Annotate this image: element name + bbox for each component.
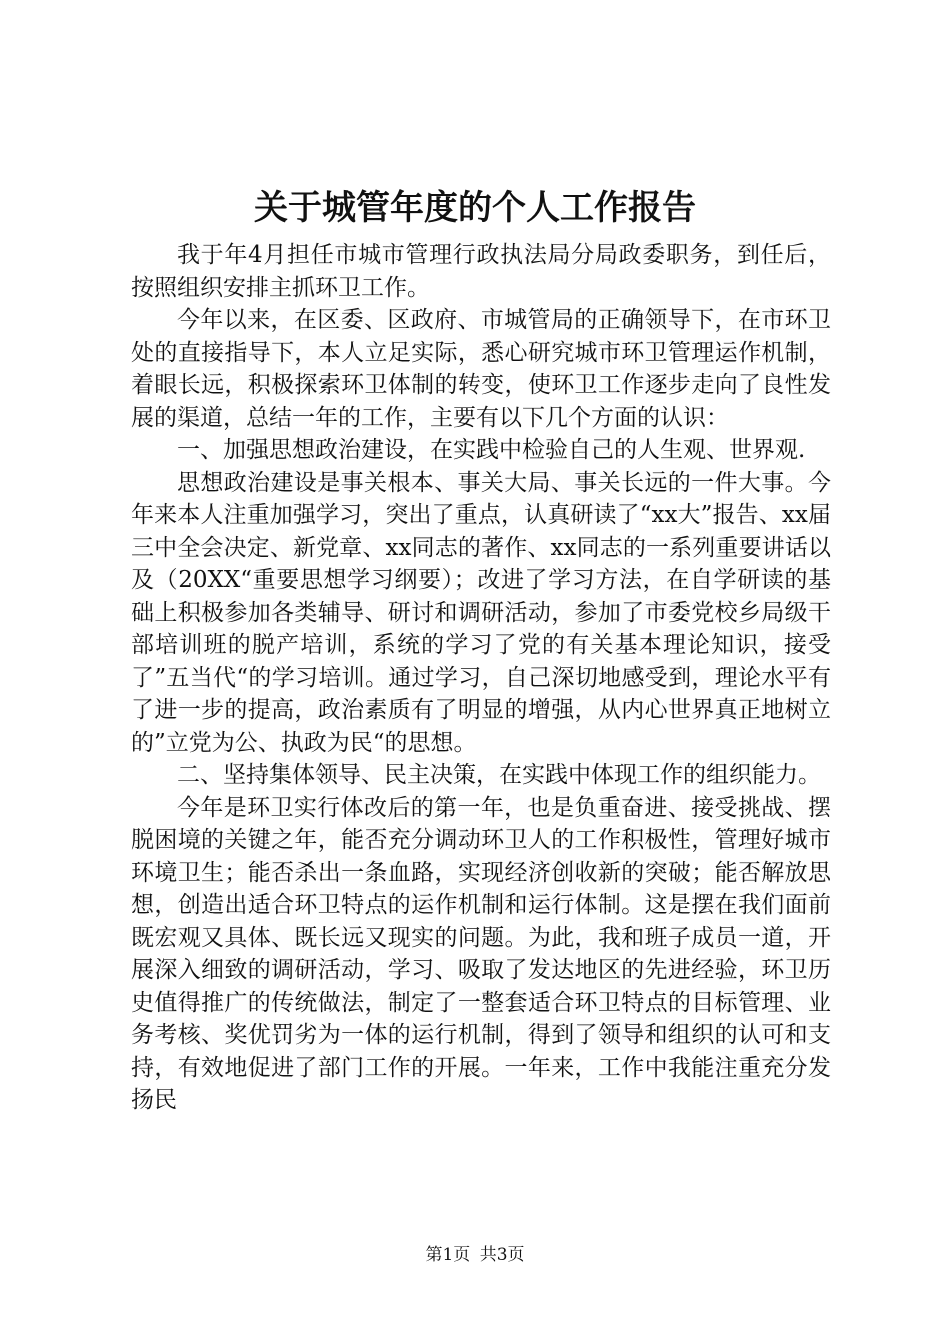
- paragraph: 今年是环卫实行体改后的第一年，也是负重奋进、接受挑战、摆脱困境的关键之年，能否充分调动环卫人的工作积极性，管理好城市环境卫生；能否杀出一条血路，实现经济创收新的突破；能否解放思想，创造出适合环卫特点的运作机制和运行体制。这是摆在我们面前既宏观又具体、既长远又现实的问题。为此，我和班子成员一道，开展深入细致的调研活动，学习、吸取了发达地区的先进经验，环卫历史值得推广的传统做法，制定了一整套适合环卫特点的目标管理、业务考核、奖优罚劣为一体的运行机制，得到了领导和组织的认可和支持，有效地促进了部门工作的开展。一年来，工作中我能注重充分发扬民: [131, 794, 831, 1113]
- paragraph: 今年以来，在区委、区政府、市城管局的正确领导下，在市环卫处的直接指导下，本人立足实际，悉心研究城市环卫管理运作机制，着眼长远，积极探索环卫体制的转变，使环卫工作逐步走向了良性发展的渠道，总结一年的工作，主要有以下几个方面的认识：: [131, 307, 831, 431]
- document-body: [131, 239, 831, 1117]
- paragraph: 我于年4月担任市城市管理行政执法局分局政委职务，到任后，按照组织安排主抓环卫工作。: [131, 242, 831, 301]
- document-title: 关于城管年度的个人工作报告: [254, 188, 696, 228]
- page-footer: [0, 1244, 950, 1266]
- section-heading: 一、加强思想政治建设，在实践中检验自己的人生观、世界观.: [177, 437, 806, 463]
- page-number: 第1页: [425, 1245, 471, 1265]
- page-total: 共3页: [479, 1245, 525, 1265]
- section-heading: 二、坚持集体领导、民主决策，在实践中体现工作的组织能力。: [177, 762, 821, 788]
- paragraph: 思想政治建设是事关根本、事关大局、事关长远的一件大事。今年来本人注重加强学习，突出了重点，认真研读了“xx大”报告、xx届三中全会决定、新党章、xx同志的著作、xx同志的一系列重要讲话以及（20XX“重要思想学习纲要）；改进了学习方法，在自学研读的基础上积极参加各类辅导、研讨和调研活动，参加了市委党校乡局级干部培训班的脱产培训，系统的学习了党的有关基本理论知识，接受了”五当代“的学习培训。通过学习，自己深切地感受到，理论水平有了进一步的提高，政治素质有了明显的增强，从内心世界真正地树立的”立党为公、执政为民“的思想。: [131, 469, 831, 756]
